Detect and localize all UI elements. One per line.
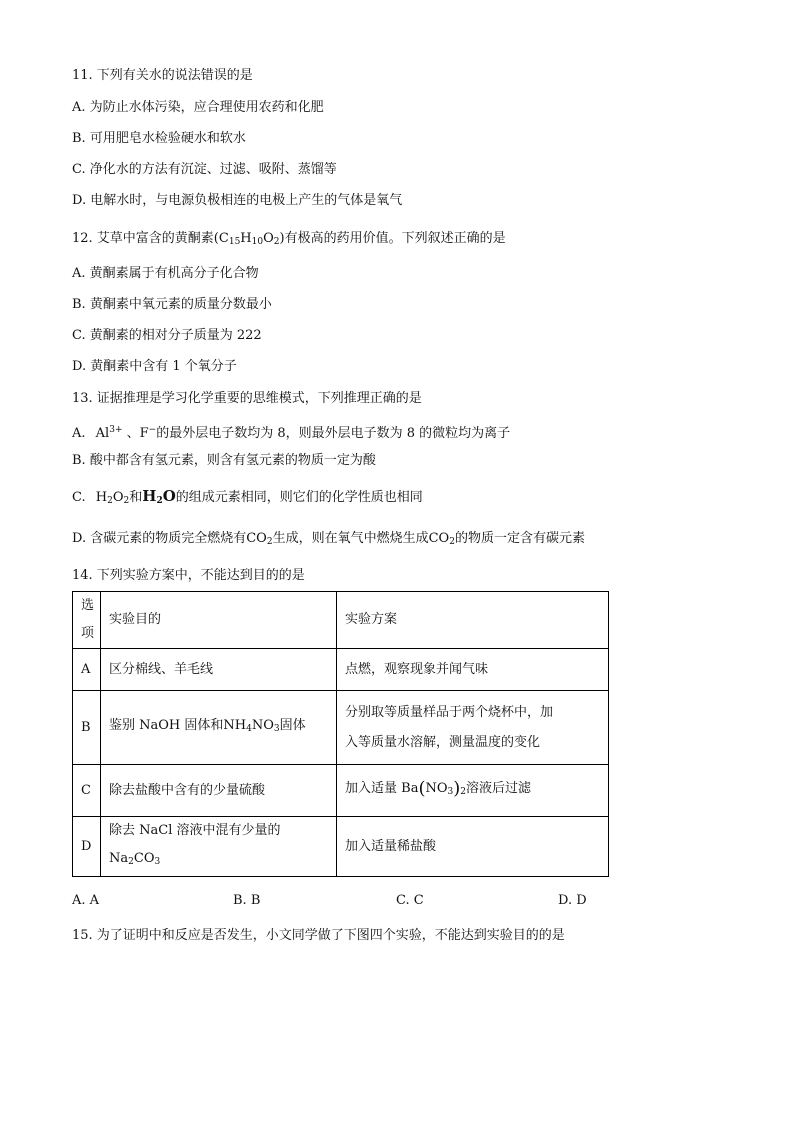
row-b-purpose-part2: 固体 — [279, 718, 306, 733]
row-d-purpose-part1: 除去 NaCl 溶液中混有少量的 — [109, 823, 281, 838]
choice-c[interactable]: C. C — [396, 893, 424, 908]
table-row — [73, 765, 609, 817]
choice-b[interactable]: B. B — [233, 893, 261, 908]
q13-option-c — [72, 487, 423, 510]
q11-option-c: C. 净化水的方法有沉淀、过滤、吸附、蒸馏等 — [72, 162, 337, 177]
table-header-row — [73, 592, 609, 649]
q13-option-a: A. $Al^{3+}$ 、F−的最外层电子数均为 8，则最外层电子数为 8 的微粒均为离子 — [72, 425, 511, 441]
row-a-plan: 点燃，观察现象并闻气味 — [337, 649, 609, 691]
row-b-option: B — [73, 691, 101, 765]
q14-stem: 14. 下列实验方案中，不能达到目的的是 — [72, 568, 305, 583]
q13-formula-h2o2: $H_2O_2$ — [95, 490, 130, 506]
row-a-purpose: 区分棉线、羊毛线 — [101, 649, 337, 691]
q11-stem: 11. 下列有关水的说法错误的是 — [72, 68, 253, 83]
row-c-purpose: 除去盐酸中含有的少量硫酸 — [101, 765, 337, 817]
row-b-plan-line2: 入等质量水溶解，测量温度的变化 — [345, 734, 541, 750]
q12-stem-part2: )有极高的药用价值。下列叙述正确的是 — [279, 231, 506, 246]
q13-ion-al: $Al^{3+}$ — [95, 425, 123, 441]
q13-formula-h2o: $H_2O$ — [142, 487, 176, 506]
row-b-purpose-part1: 鉴别 NaOH 固体和 — [109, 718, 224, 733]
q12-formula: $C_{15}H_{10}O_2$ — [218, 231, 280, 247]
q13-option-d-part2: 生成，则在氧气中燃烧生成 — [272, 531, 429, 546]
row-d-plan: 加入适量稀盐酸 — [337, 817, 609, 877]
q13-formula-co2-2: $CO_2$ — [428, 531, 455, 547]
q12-option-b: B. 黄酮素中氧元素的质量分数最小 — [72, 297, 272, 312]
row-d-purpose — [101, 817, 337, 877]
q13-option-a-prefix: A. — [72, 426, 86, 441]
q13-formula-co2-1: $CO_2$ — [246, 531, 273, 547]
q13-option-a-text: 的最外层电子数均为 8，则最外层电子数为 8 的微粒均为离子 — [156, 426, 511, 441]
q14-experiment-table — [72, 591, 609, 877]
row-b-formula: $NH_4NO_3$ — [223, 718, 280, 734]
row-c-plan-part1: 加入适量 — [345, 781, 398, 796]
table-row — [73, 649, 609, 691]
header-plan: 实验方案 — [337, 592, 609, 649]
q13-stem: 13. 证据推理是学习化学重要的思维模式，下列推理正确的是 — [72, 391, 422, 406]
q12-stem-part1: 12. 艾草中富含的黄酮素( — [72, 231, 219, 246]
q12-option-d: D. 黄酮素中含有 1 个氧分子 — [72, 359, 237, 374]
q12-option-a: A. 黄酮素属于有机高分子化合物 — [72, 266, 259, 281]
row-c-plan — [337, 765, 609, 817]
row-a-option: A — [73, 649, 101, 691]
q13-option-d-part1: D. 含碳元素的物质完全燃烧有 — [72, 531, 247, 546]
q11-option-b: B. 可用肥皂水检验硬水和软水 — [72, 131, 246, 146]
q13-option-c-prefix: C. — [72, 490, 86, 505]
q15-stem: 15. 为了证明中和反应是否发生，小文同学做了下图四个实验，不能达到实验目的的是 — [72, 928, 565, 943]
q12-option-c: C. 黄酮素的相对分子质量为 222 — [72, 328, 262, 343]
row-c-plan-part2: 溶液后过滤 — [466, 781, 532, 796]
choice-a[interactable]: A. A — [72, 893, 100, 908]
q13-option-d-part3: 的物质一定含有碳元素 — [454, 531, 585, 546]
header-option: 选项 — [73, 592, 101, 649]
row-b-plan-line1: 分别取等质量样品于两个烧杯中，加 — [345, 704, 554, 720]
table-row — [73, 691, 609, 765]
row-c-option: C — [73, 765, 101, 817]
q13-option-d — [72, 530, 585, 551]
q13-and: 和 — [129, 490, 143, 505]
choice-d[interactable]: D. D — [558, 893, 587, 908]
q13-option-c-text: 的组成元素相同，则它们的化学性质也相同 — [175, 490, 423, 505]
q11-option-d: D. 电解水时，与电源负极相连的电极上产生的气体是氧气 — [72, 193, 403, 208]
q13-ion-f: F− — [139, 425, 157, 441]
row-b-purpose — [101, 691, 337, 765]
row-d-option: D — [73, 817, 101, 877]
q12-stem — [72, 230, 506, 251]
row-b-plan — [337, 691, 609, 765]
q11-option-a: A. 为防止水体污染，应合理使用农药和化肥 — [72, 100, 324, 115]
header-purpose: 实验目的 — [101, 592, 337, 649]
row-d-formula: $Na_2CO_3$ — [109, 851, 161, 867]
q13-option-b: B. 酸中都含有氢元素，则含有氢元素的物质一定为酸 — [72, 453, 376, 468]
q14-answer-choices — [72, 893, 612, 911]
row-c-formula: $Ba(NO_3)_2$ — [397, 778, 467, 799]
table-row — [73, 817, 609, 877]
